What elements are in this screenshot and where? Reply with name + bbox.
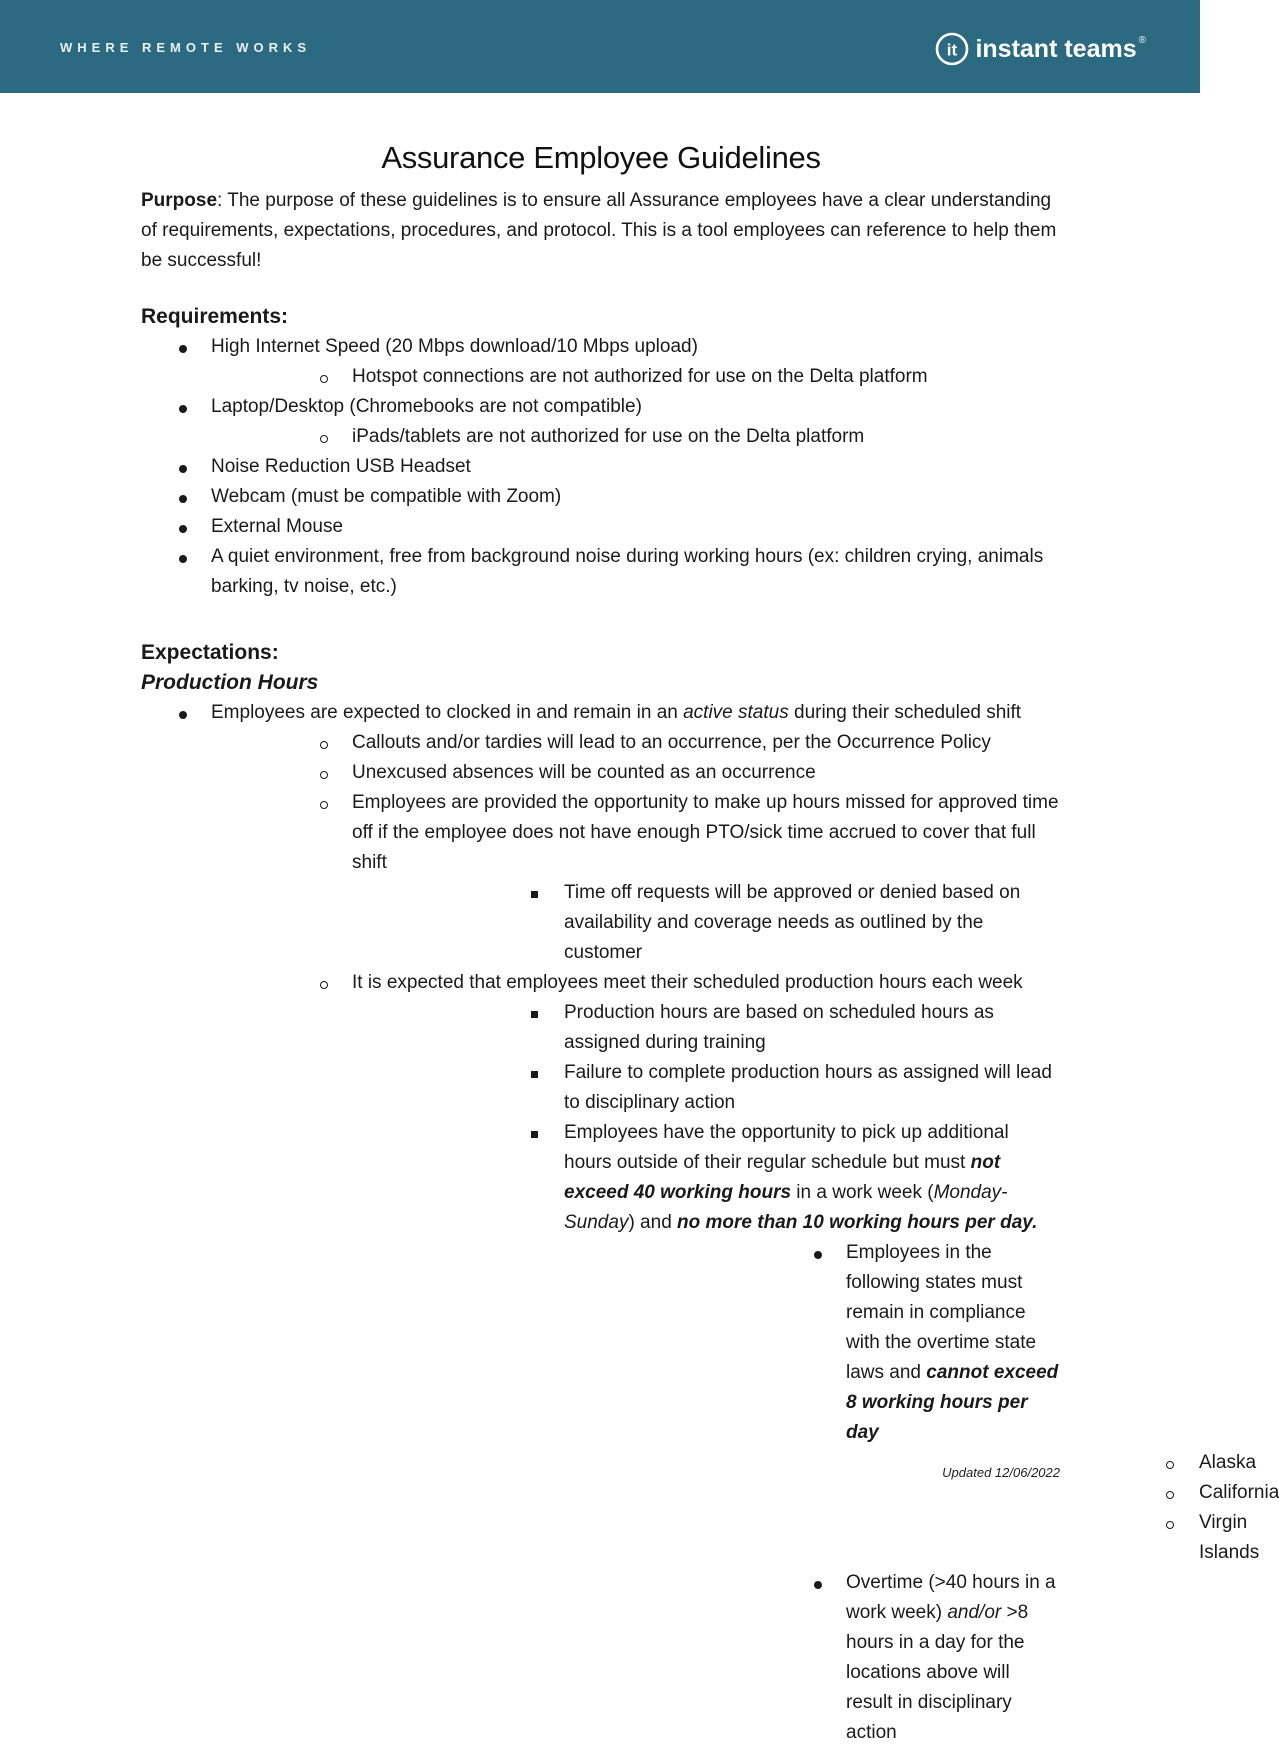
expectations-list: [141, 698, 1279, 1748]
bullet-square-icon: [531, 1131, 538, 1138]
bullet-circle-icon: [320, 375, 328, 383]
list-item: Failure to complete production hours as assigned will lead to disciplinary action: [352, 1058, 1061, 1118]
state-item-virgin-islands: Virgin Islands: [846, 1508, 1199, 1568]
trademark-symbol: ®: [1138, 35, 1146, 46]
list-item: Overtime (>40 hours in a work week) and/or >8 hours in a day for the locations above will result in disciplinary action: [564, 1568, 1061, 1748]
list-item: Employees are expected to clocked in and remain in an active status during their scheduled shift Callouts and/or tardies will lead to an occurrence, per the Occurrence Policy Unexcused absences will be counted as an occurrence Employees are provided the opportunity to make up hours missed for approved time off if the employee does not have enough PTO/sick time accrued to cover that full shift Time off requests will be approved or denied based on availability and coverage needs as outlined by the customer It is expected that employees meet their scheduled production hours each week Production hours are based on scheduled hours as assigned during training Failure to complete production hours as assigned will lead to disciplinary action Employees have the opportunity to pick up additional hours outside of their regular schedule but must not exceed 40 working hours in a work week (Monday-Sunday) and no more than 10 working hours per day. Employees in the following states must remain in compliance with the overtime state laws and cannot exceed 8 working hours per day Alaska California Virgin Islands Overtime (>40 hours in a work week) and/or >8 hours in a day for the locations above will result in disciplinary action: [141, 698, 1061, 1748]
list-item: iPads/tablets are not authorized for use on the Delta platform: [211, 422, 1061, 452]
header-banner: [0, 0, 1200, 93]
bullet-circle-icon: [1166, 1521, 1174, 1529]
bullet-disc-icon: [179, 495, 187, 503]
bullet-disc-icon: [179, 465, 187, 473]
list-item: Employees are provided the opportunity to make up hours missed for approved time off if the employee does not have enough PTO/sick time accrued to cover that full shift Time off requests will be approved or denied based on availability and coverage needs as outlined by the customer: [211, 788, 1061, 968]
state-item-california: California: [846, 1478, 1199, 1508]
updated-date: Updated 12/06/2022: [942, 1465, 1060, 1480]
bullet-disc-icon: [179, 345, 187, 353]
bullet-circle-icon: [1166, 1461, 1174, 1469]
list-item: Employees have the opportunity to pick up additional hours outside of their regular schedule but must not exceed 40 working hours in a work week (Monday-Sunday) and no more than 10 working hours per day. Employees in the following states must remain in compliance with the overtime state laws and cannot exceed 8 working hours per day Alaska California Virgin Islands Overtime (>40 hours in a work week) and/or >8 hours in a day for the locations above will result in disciplinary action: [352, 1118, 1061, 1748]
brand-logo: [935, 31, 1146, 67]
list-item: It is expected that employees meet their scheduled production hours each week Production hours are based on scheduled hours as assigned during training Failure to complete production hours as assigned will lead to disciplinary action Employees have the opportunity to pick up additional hours outside of their regular schedule but must not exceed 40 working hours in a work week (Monday-Sunday) and no more than 10 working hours per day. Employees in the following states must remain in compliance with the overtime state laws and cannot exceed 8 working hours per day Alaska California Virgin Islands Overtime (>40 hours in a work week) and/or >8 hours in a day for the locations above will result in disciplinary action: [211, 968, 1061, 1748]
bullet-square-icon: [531, 891, 538, 898]
list-item: Webcam (must be compatible with Zoom): [141, 482, 1061, 512]
list-item: Time off requests will be approved or denied based on availability and coverage needs as outlined by the customer: [352, 878, 1061, 968]
bullet-disc-icon: [179, 555, 187, 563]
page-title: Assurance Employee Guidelines: [381, 140, 821, 175]
bullet-disc-icon: [814, 1251, 822, 1259]
purpose-label: Purpose: [141, 190, 218, 211]
list-item: Unexcused absences will be counted as an occurrence: [211, 758, 1061, 788]
bullet-square-icon: [531, 1011, 538, 1018]
bullet-disc-icon: [179, 525, 187, 533]
bullet-circle-icon: [320, 435, 328, 443]
list-item: External Mouse: [141, 512, 1061, 542]
svg-text:it: it: [947, 40, 958, 60]
bullet-circle-icon: [320, 741, 328, 749]
bullet-circle-icon: [320, 771, 328, 779]
list-item: Noise Reduction USB Headset: [141, 452, 1061, 482]
instant-teams-logo-icon: [935, 32, 969, 66]
state-item-alaska: Alaska: [846, 1448, 1199, 1478]
list-item: Hotspot connections are not authorized for use on the Delta platform: [211, 362, 1061, 392]
expectations-heading: Expectations:: [141, 641, 279, 664]
brand-name: instant teams: [975, 34, 1137, 63]
list-item: High Internet Speed (20 Mbps download/10 Mbps upload) Hotspot connections are not authorized for use on the Delta platform: [141, 332, 1061, 392]
requirements-list: [141, 332, 1061, 602]
list-item: Production hours are based on scheduled hours as assigned during training: [352, 998, 1061, 1058]
list-item: Callouts and/or tardies will lead to an occurrence, per the Occurrence Policy: [211, 728, 1061, 758]
bullet-disc-icon: [179, 711, 187, 719]
list-item: Laptop/Desktop (Chromebooks are not compatible) iPads/tablets are not authorized for use on the Delta platform: [141, 392, 1061, 452]
production-hours-subheading: Production Hours: [141, 671, 319, 694]
bullet-disc-icon: [814, 1581, 822, 1589]
bullet-circle-icon: [320, 801, 328, 809]
purpose-paragraph: [141, 186, 1061, 276]
purpose-text: : The purpose of these guidelines is to ensure all Assurance employees have a clear understanding of requirements, expectations, procedures, and protocol. This is a tool employees can reference to help them be successful!: [141, 190, 1057, 271]
tagline: WHERE REMOTE WORKS: [60, 40, 312, 55]
requirements-heading: Requirements:: [141, 305, 289, 328]
bullet-square-icon: [531, 1071, 538, 1078]
bullet-circle-icon: [320, 981, 328, 989]
list-item: A quiet environment, free from background noise during working hours (ex: children crying, animals barking, tv noise, etc.): [141, 542, 1061, 602]
bullet-disc-icon: [179, 405, 187, 413]
bullet-circle-icon: [1166, 1491, 1174, 1499]
list-item: Employees in the following states must remain in compliance with the overtime state laws and cannot exceed 8 working hours per day Alaska California Virgin Islands: [564, 1238, 1061, 1568]
document-body: [141, 140, 1279, 1748]
